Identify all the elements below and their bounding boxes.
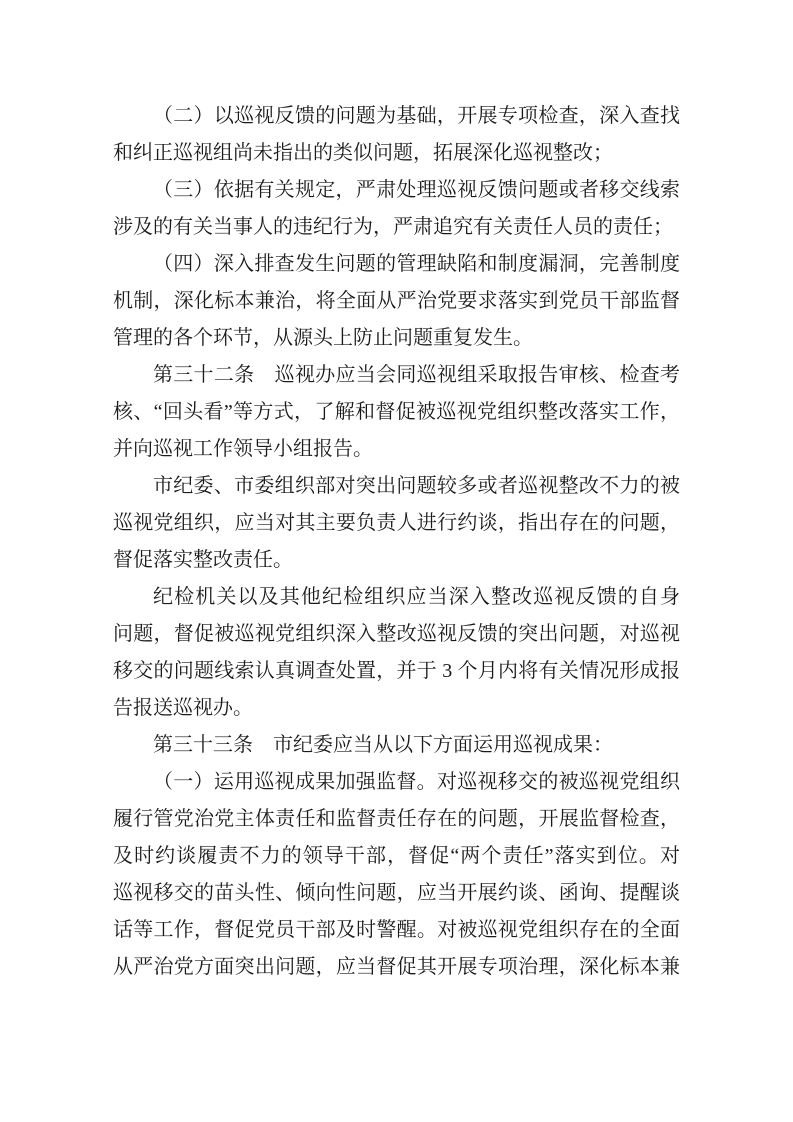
text-line: 管理的各个环节，从源头上防止问题重复发生。 [113,327,533,349]
text-line: 涉及的有关当事人的违纪行为，严肃追究有关责任人员的责任； [113,216,673,238]
text-line: 告报送巡视办。 [113,697,253,719]
text-line: （一）运用巡视成果加强监督。对巡视移交的被巡视党组织 [153,771,680,793]
text-line: 和纠正巡视组尚未指出的类似问题，拓展深化巡视整改； [113,142,613,164]
text-line: （三）依据有关规定，严肃处理巡视反馈问题或者移交线索 [153,179,680,201]
text-line: 第三十三条 市纪委应当从以下方面运用巡视成果： [153,734,613,756]
text-line: 问题，督促被巡视党组织深入整改巡视反馈的突出问题，对巡视 [113,623,680,645]
text-line: 纪检机关以及其他纪检组织应当深入整改巡视反馈的自身 [153,586,680,608]
text-line: （四）深入排查发生问题的管理缺陷和制度漏洞，完善制度 [153,253,680,275]
text-line: 核、“回头看”等方式，了解和督促被巡视党组织整改落实工作， [113,401,680,423]
text-line: （二）以巡视反馈的问题为基础，开展专项检查，深入查找 [153,105,680,127]
text-line: 机制，深化标本兼治，将全面从严治党要求落实到党员干部监督 [113,290,680,312]
text-line: 并向巡视工作领导小组报告。 [113,438,373,460]
text-line: 移交的问题线索认真调查处置，并于 3 个月内将有关情况形成报 [113,660,680,682]
text-line: 从严治党方面突出问题，应当督促其开展专项治理，深化标本兼 [113,956,680,978]
text-line: 巡视党组织，应当对其主要负责人进行约谈，指出存在的问题， [113,512,680,534]
text-line: 督促落实整改责任。 [113,549,293,571]
document-body [113,98,680,986]
text-line: 第三十二条 巡视办应当会同巡视组采取报告审核、检查考 [153,364,680,386]
text-line: 巡视移交的苗头性、倾向性问题，应当开展约谈、函询、提醒谈 [113,882,680,904]
text-line: 履行管党治党主体责任和监督责任存在的问题，开展监督检查， [113,808,680,830]
text-line: 市纪委、市委组织部对突出问题较多或者巡视整改不力的被 [153,475,680,497]
text-line: 及时约谈履责不力的领导干部，督促“两个责任”落实到位。对 [113,845,680,867]
text-line: 话等工作，督促党员干部及时警醒。对被巡视党组织存在的全面 [113,919,680,941]
